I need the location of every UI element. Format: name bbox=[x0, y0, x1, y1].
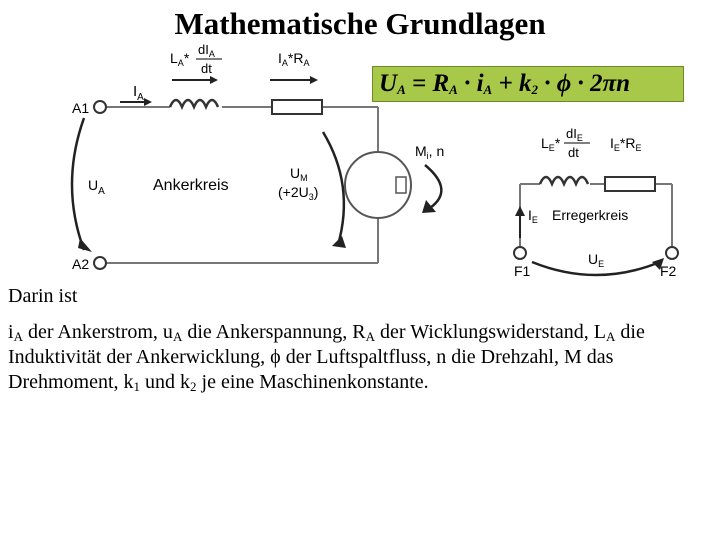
terminal-a1 bbox=[94, 101, 106, 113]
label-a2: A2 bbox=[72, 256, 90, 272]
label-ia: $I_A$ bbox=[133, 83, 144, 103]
motor-symbol bbox=[345, 152, 411, 218]
um-voltage-arrow bbox=[323, 132, 344, 245]
label-erregerkreis: Erregerkreis bbox=[552, 207, 629, 223]
excitation-inductor bbox=[540, 177, 588, 184]
terminal-f1 bbox=[514, 247, 526, 259]
torque-arrow bbox=[425, 165, 441, 208]
ua-arrowhead bbox=[78, 238, 92, 252]
label-a1: A1 bbox=[72, 100, 90, 116]
label-exc-inductor-den: dt bbox=[568, 145, 579, 160]
label-mi-n: $M_i$, n bbox=[415, 143, 445, 161]
label-um: $U_M$ bbox=[290, 165, 308, 183]
ie-arrowhead bbox=[515, 206, 525, 216]
armature-wiring bbox=[100, 107, 378, 263]
label-inductor-den: dt bbox=[201, 61, 212, 76]
label-inductor-top: $L_A*$ bbox=[170, 50, 190, 68]
label-exc-inductor-num: $dI_E$ bbox=[566, 126, 583, 143]
definitions-paragraph: $i_A$ der Ankerstrom, $u_A$ die Ankerspannung, $R_A$ der Wicklungswiderstand, $L_A$ die Induktivität der Ankerwicklung, ϕ der Luftspaltfluss, n die Drehzahl, M das Drehmoment, $k_1$ und $k_2$ je eine Maschinenkonstante. bbox=[8, 321, 645, 394]
ia-arrowhead bbox=[144, 98, 152, 106]
armature-inductor bbox=[170, 100, 218, 107]
ua-voltage-arrow bbox=[72, 118, 84, 250]
excitation-resistor bbox=[605, 177, 655, 191]
inductor-voltage-arrowhead bbox=[210, 76, 218, 84]
label-ua: $U_A$ bbox=[88, 177, 105, 197]
label-ie: $I_E$ bbox=[528, 207, 538, 225]
label-exc-inductor: $L_E*$ bbox=[541, 135, 561, 153]
intro-text: Darin ist bbox=[8, 285, 78, 307]
label-ankerkreis: Ankerkreis bbox=[153, 177, 229, 194]
label-f1: F1 bbox=[514, 263, 531, 279]
armature-resistor bbox=[272, 100, 322, 114]
label-exc-resistor: $I_E*R_E$ bbox=[610, 135, 642, 153]
formula-box: $U_A = R_A \cdot i_A + k_2 \cdot \phi \cdot 2\pi n$ bbox=[372, 66, 684, 102]
label-ue: $U_E$ bbox=[588, 251, 605, 269]
label-resistor-top: $I_A*R_A$ bbox=[278, 50, 310, 68]
page-title: Mathematische Grundlagen bbox=[174, 6, 546, 41]
label-inductor-num: $dI_A$ bbox=[198, 42, 215, 59]
label-f2: F2 bbox=[660, 263, 677, 279]
terminal-a2 bbox=[94, 257, 106, 269]
resistor-voltage-arrowhead bbox=[310, 76, 318, 84]
terminal-f2 bbox=[666, 247, 678, 259]
label-2u3: $(+2U_3)$ bbox=[278, 184, 319, 202]
